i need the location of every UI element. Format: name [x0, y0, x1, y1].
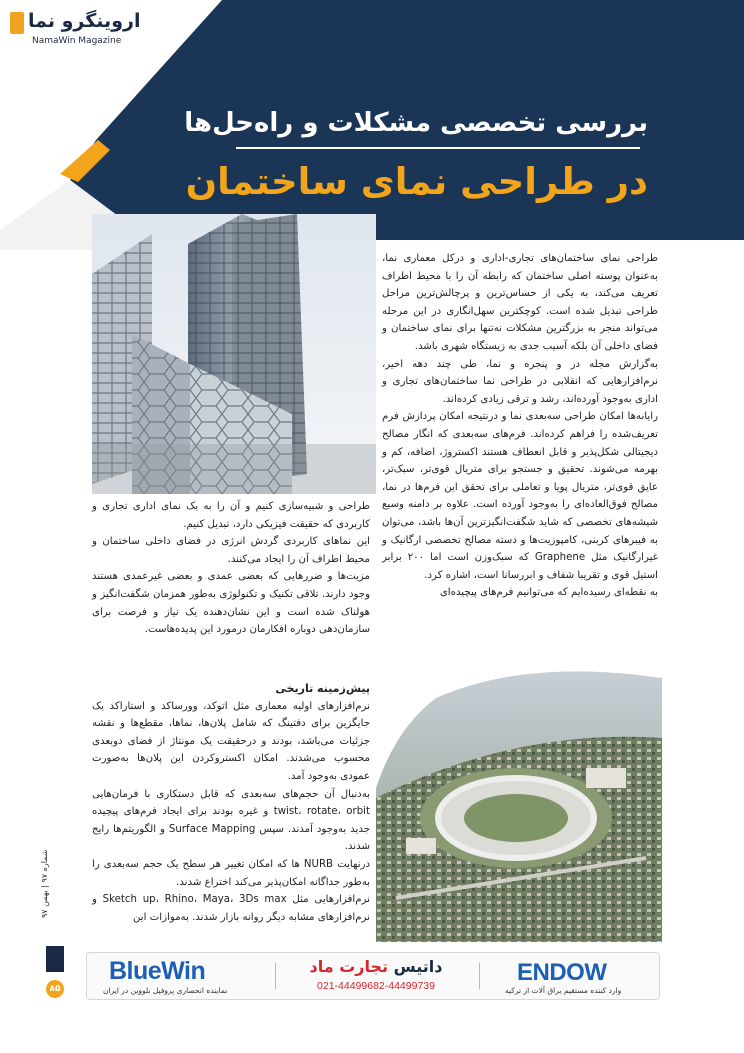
magazine-english-name: NamaWin Magazine: [32, 36, 122, 46]
section-heading-history: پیش‌زمینه تاریخی: [275, 682, 370, 695]
paragraph: مزیت‌ها و ضررهایی که بعضی عمدی و بعضی غیرعمدی هستند وجود دارند. تلاقی تکنیک و تکنولوژی به‌طور همزمان شگفت‌انگیز و هولناک شده است و این نشان‌دهنده یک نیاز و فرصت برای سازمان‌دهی دوباره افکارمان درمورد این پدیده‌هاست.: [92, 571, 370, 636]
paragraph: به نقطه‌ای رسیده‌ایم که می‌توانیم فرم‌های پیچیده‌ای: [439, 587, 658, 599]
endow-logo: ENDOW: [517, 959, 607, 986]
magazine-name: اروینگرو نما: [28, 10, 141, 32]
datis-name: داتیس: [393, 957, 443, 976]
tower-photo: [92, 214, 376, 494]
paragraph: درنهایت NURB ها که امکان تغییر هر سطح یک حجم سه‌بعدی را به‌طور جداگانه امکان‌پذیر می‌کند اختراع شدند.: [92, 858, 370, 888]
paragraph: به‌دنبال آن حجم‌های سه‌بعدی که قابل دستکاری با فرمان‌هایی twist، rotate، orbit و غیره بودند برای ایجاد فرم‌های پیچیده جدید به‌وجود آمدند. سپس Surface Mapping و الگوریتم‌ها رایج شدند.: [92, 788, 370, 853]
paragraph: نرم‌افزارهایی مثل Sketch up، Rhino، Maya، 3Ds max و نرم‌افزارهای مشابه دیگر روانه بازار شدند. به‌موازات این: [92, 894, 370, 923]
campus-aerial-photo: [376, 668, 662, 942]
bluewin-logo: BlueWin: [109, 957, 206, 985]
paragraph: رایانه‌ها امکان طراحی سه‌بعدی نما و درنتیجه امکان پردازش فرم تعریف‌شده را فراهم کرده‌اند. فرم‌های سه‌بعدی که انگار مصالح دیجیتالی شکل‌پذیر و قابل انعطاف هستند اکستروژ، اضافه، کم و بهرمه می‌شوند. تحقیق و جستجو برای متریال قوی‌تر، سبک‌تر، عایق قوی‌تر، متریال پویا و تعاملی برای تحقق این فرم‌ها در نما، مصالح فوق‌العاده‌ای را به‌وجود آورده است. علاوه بر دامنه وسیع شیشه‌های تخصصی که شاید شگفت‌انگیزترین آن‌ها باشد، می‌توان به فیبرهای کربنی، کامپوزیت‌ها و دسته مصالح تخصصی ارگانیک و غیرارگانیک مثل Graphene که سبک‌وزن است اما ۲۰۰ برابر استیل قوی و تقریبا شفاف و ابررسانا است، اشاره کرد.: [382, 411, 659, 581]
ad-divider: [275, 963, 276, 989]
paragraph: طراحی و شبیه‌سازی کنیم و آن‌ را به یک نمای اداری تجاری و کاربردی که حقیقت فیزیکی دارد، تبدیل کنیم.: [92, 501, 370, 530]
datis-name-accent: تجارت ماد: [309, 957, 389, 976]
endow-tagline: وارد کننده مستقیم یراق آلات از ترکیه: [505, 986, 622, 995]
article-column-left: [92, 498, 370, 664]
paragraph: طراحی نمای ساختمان‌های تجاری-اداری و درکل معماری نما، به‌عنوان پوسته اصلی ساختمان که رابطه آن را با محیط اطراف تعریف می‌کند، به یکی از حساس‌ترین و پرچالش‌ترین مراحل طراحی تبدیل شده است. کوچکترین سهل‌انگاری در این مرحله می‌تواند منجر به بزرگترین مشکلات نه‌تنها برای نمای ساختمان و فضای داخلی آن بلکه آسیب جدی به زیستگاه شهری باشد.: [382, 253, 658, 352]
datis-logo: [293, 957, 459, 976]
paragraph: این نماهای کاربردی گردش انرژی در فضای داخلی ساختمان و محیط اطراف آن را ایجاد می‌کنند.: [92, 536, 370, 565]
issue-info: شماره ۹۷ | بهمن ۹۷: [40, 849, 49, 918]
qr-code-icon: [46, 946, 64, 972]
page-number: ۸۵: [46, 980, 64, 998]
ad-divider: [479, 963, 480, 989]
sponsor-bar: [86, 952, 660, 1000]
title-divider: [236, 147, 640, 149]
paragraph: نرم‌افزارهای اولیه معماری مثل اتوکد، وورساکد و استاراکد یک جایگزین برای دفتینگ که شامل پلان‌ها، نماها، مقطع‌ها و نقشه‌ جزئیات می‌باشد، بودند و درحقیقت یک مونتاژ از فضای دوبعدی محسوب می‌شدند. امکان اکستروکردن این پلان‌ها به‌صورت عمودی به‌وجود آمد.: [92, 700, 370, 782]
logo-mark-icon: [10, 12, 24, 34]
article-title-line-1: بررسی تخصصی مشکلات و راه‌حل‌ها: [184, 108, 648, 138]
article-column-right: [382, 250, 658, 660]
bluewin-tagline: نماینده انحصاری پروفیل بلووین در ایران: [103, 986, 228, 995]
article-title-line-2: در طراحی نمای ساختمان: [185, 160, 648, 203]
datis-phone: 021-44499682-44499739: [317, 980, 435, 992]
paragraph: به‌گزارش مجله در و پنجره و نما، طی چند دهه اخیر، نرم‌افزارهایی که انقلابی در طراحی نما ساختمان‌های تجاری و اداری به‌وجود آورده‌اند، رشد و ترقی زیادی کرده‌اند.: [382, 358, 658, 405]
article-column-bottom: [92, 680, 370, 930]
magazine-logo: [8, 8, 188, 52]
